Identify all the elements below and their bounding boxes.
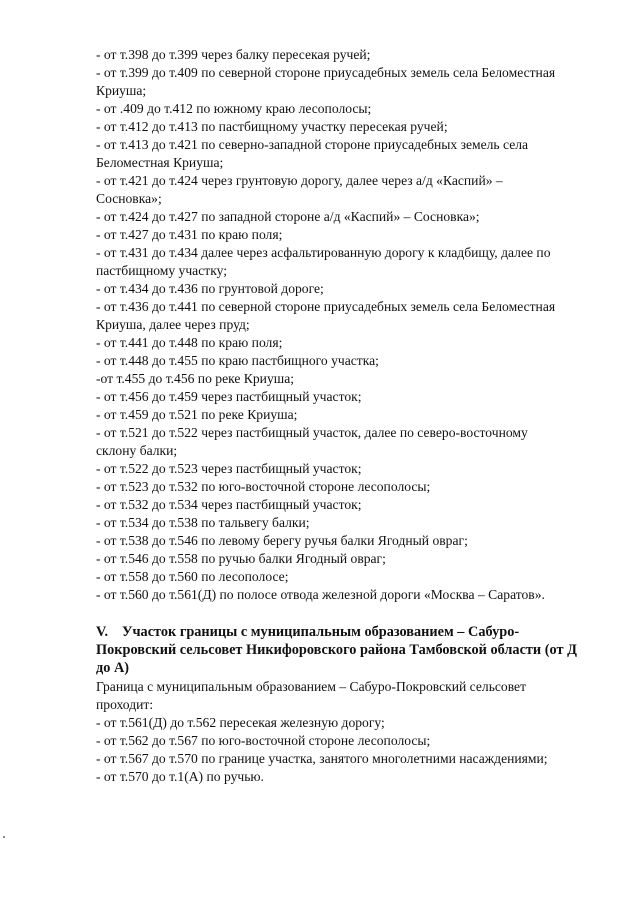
text-line: склону балки; — [96, 443, 178, 458]
text-line: - от т.534 до т.538 по тальвегу балки; — [96, 515, 310, 530]
scan-speck — [3, 836, 5, 838]
text-line: - от т.558 до т.560 по лесополосе; — [96, 569, 289, 584]
text-line: Сосновка»; — [96, 191, 162, 206]
text-line: - от т.456 до т.459 через пастбищный участок; — [96, 389, 362, 404]
section-heading-line: Покровский сельсовет Никифоровского района Тамбовской области (от Д — [96, 642, 577, 658]
text-line: - от т.538 до т.546 по левому берегу ручья балки Ягодный овраг; — [96, 533, 468, 548]
text-line: - от т.570 до т.1(А) по ручью. — [96, 769, 264, 784]
text-line: - от т.434 до т.436 по грунтовой дороге; — [96, 281, 324, 296]
text-line: - от т.427 до т.431 по краю поля; — [96, 227, 283, 242]
text-line: - от т.523 до т.532 по юго-восточной стороне лесополосы; — [96, 479, 431, 494]
text-line: - от т.567 до т.570 по границе участка, занятого многолетними насаждениями; — [96, 751, 548, 766]
section-body-list — [96, 678, 616, 786]
boundary-description-list — [96, 46, 616, 604]
text-line: - от т.441 до т.448 по краю поля; — [96, 335, 283, 350]
text-line: Криуша, далее через пруд; — [96, 317, 250, 332]
section-heading-line: до А) — [96, 660, 130, 676]
text-line: - от т.521 до т.522 через пастбищный участок, далее по северо-восточному — [96, 425, 528, 440]
text-line: - от т.560 до т.561(Д) по полосе отвода железной дороги «Москва – Саратов». — [96, 587, 545, 602]
text-line: проходит: — [96, 697, 154, 712]
text-line: - от т.459 до т.521 по реке Криуша; — [96, 407, 298, 422]
text-line: - от т.522 до т.523 через пастбищный участок; — [96, 461, 362, 476]
text-line: Граница с муниципальным образованием – Сабуро-Покровский сельсовет — [96, 679, 527, 694]
text-line: пастбищному участку; — [96, 263, 227, 278]
text-line: - от т.431 до т.434 далее через асфальтированную дорогу к кладбищу, далее по — [96, 245, 551, 260]
section-heading — [96, 623, 616, 677]
text-line: - от т.412 до т.413 по пастбищному участку пересекая ручей; — [96, 119, 448, 134]
text-line: Беломестная Криуша; — [96, 155, 224, 170]
text-line: - от т.399 до т.409 по северной стороне приусадебных земель села Беломестная — [96, 65, 556, 80]
text-line: - от т.546 до т.558 по ручью балки Ягодный овраг; — [96, 551, 386, 566]
text-line: -от т.455 до т.456 по реке Криуша; — [96, 371, 295, 386]
text-line: - от т.413 до т.421 по северно-западной стороне приусадебных земель села — [96, 137, 529, 152]
document-body — [96, 46, 616, 786]
text-line: - от т.532 до т.534 через пастбищный участок; — [96, 497, 362, 512]
section-number: V. — [96, 624, 109, 640]
text-line: - от .409 до т.412 по южному краю лесополосы; — [96, 101, 372, 116]
text-line: - от т.436 до т.441 по северной стороне приусадебных земель села Беломестная — [96, 299, 556, 314]
text-line: - от т.424 до т.427 по западной стороне а/д «Каспий» – Сосновка»; — [96, 209, 480, 224]
text-line: - от т.448 до т.455 по краю пастбищного участка; — [96, 353, 379, 368]
section-heading-line: Участок границы с муниципальным образованием – Сабуро- — [122, 624, 520, 640]
text-line: Криуша; — [96, 83, 147, 98]
text-line: - от т.561(Д) до т.562 пересекая железную дорогу; — [96, 715, 385, 730]
text-line: - от т.421 до т.424 через грунтовую дорогу, далее через а/д «Каспий» – — [96, 173, 503, 188]
text-line: - от т.562 до т.567 по юго-восточной стороне лесополосы; — [96, 733, 431, 748]
text-line: - от т.398 до т.399 через балку пересекая ручей; — [96, 47, 371, 62]
